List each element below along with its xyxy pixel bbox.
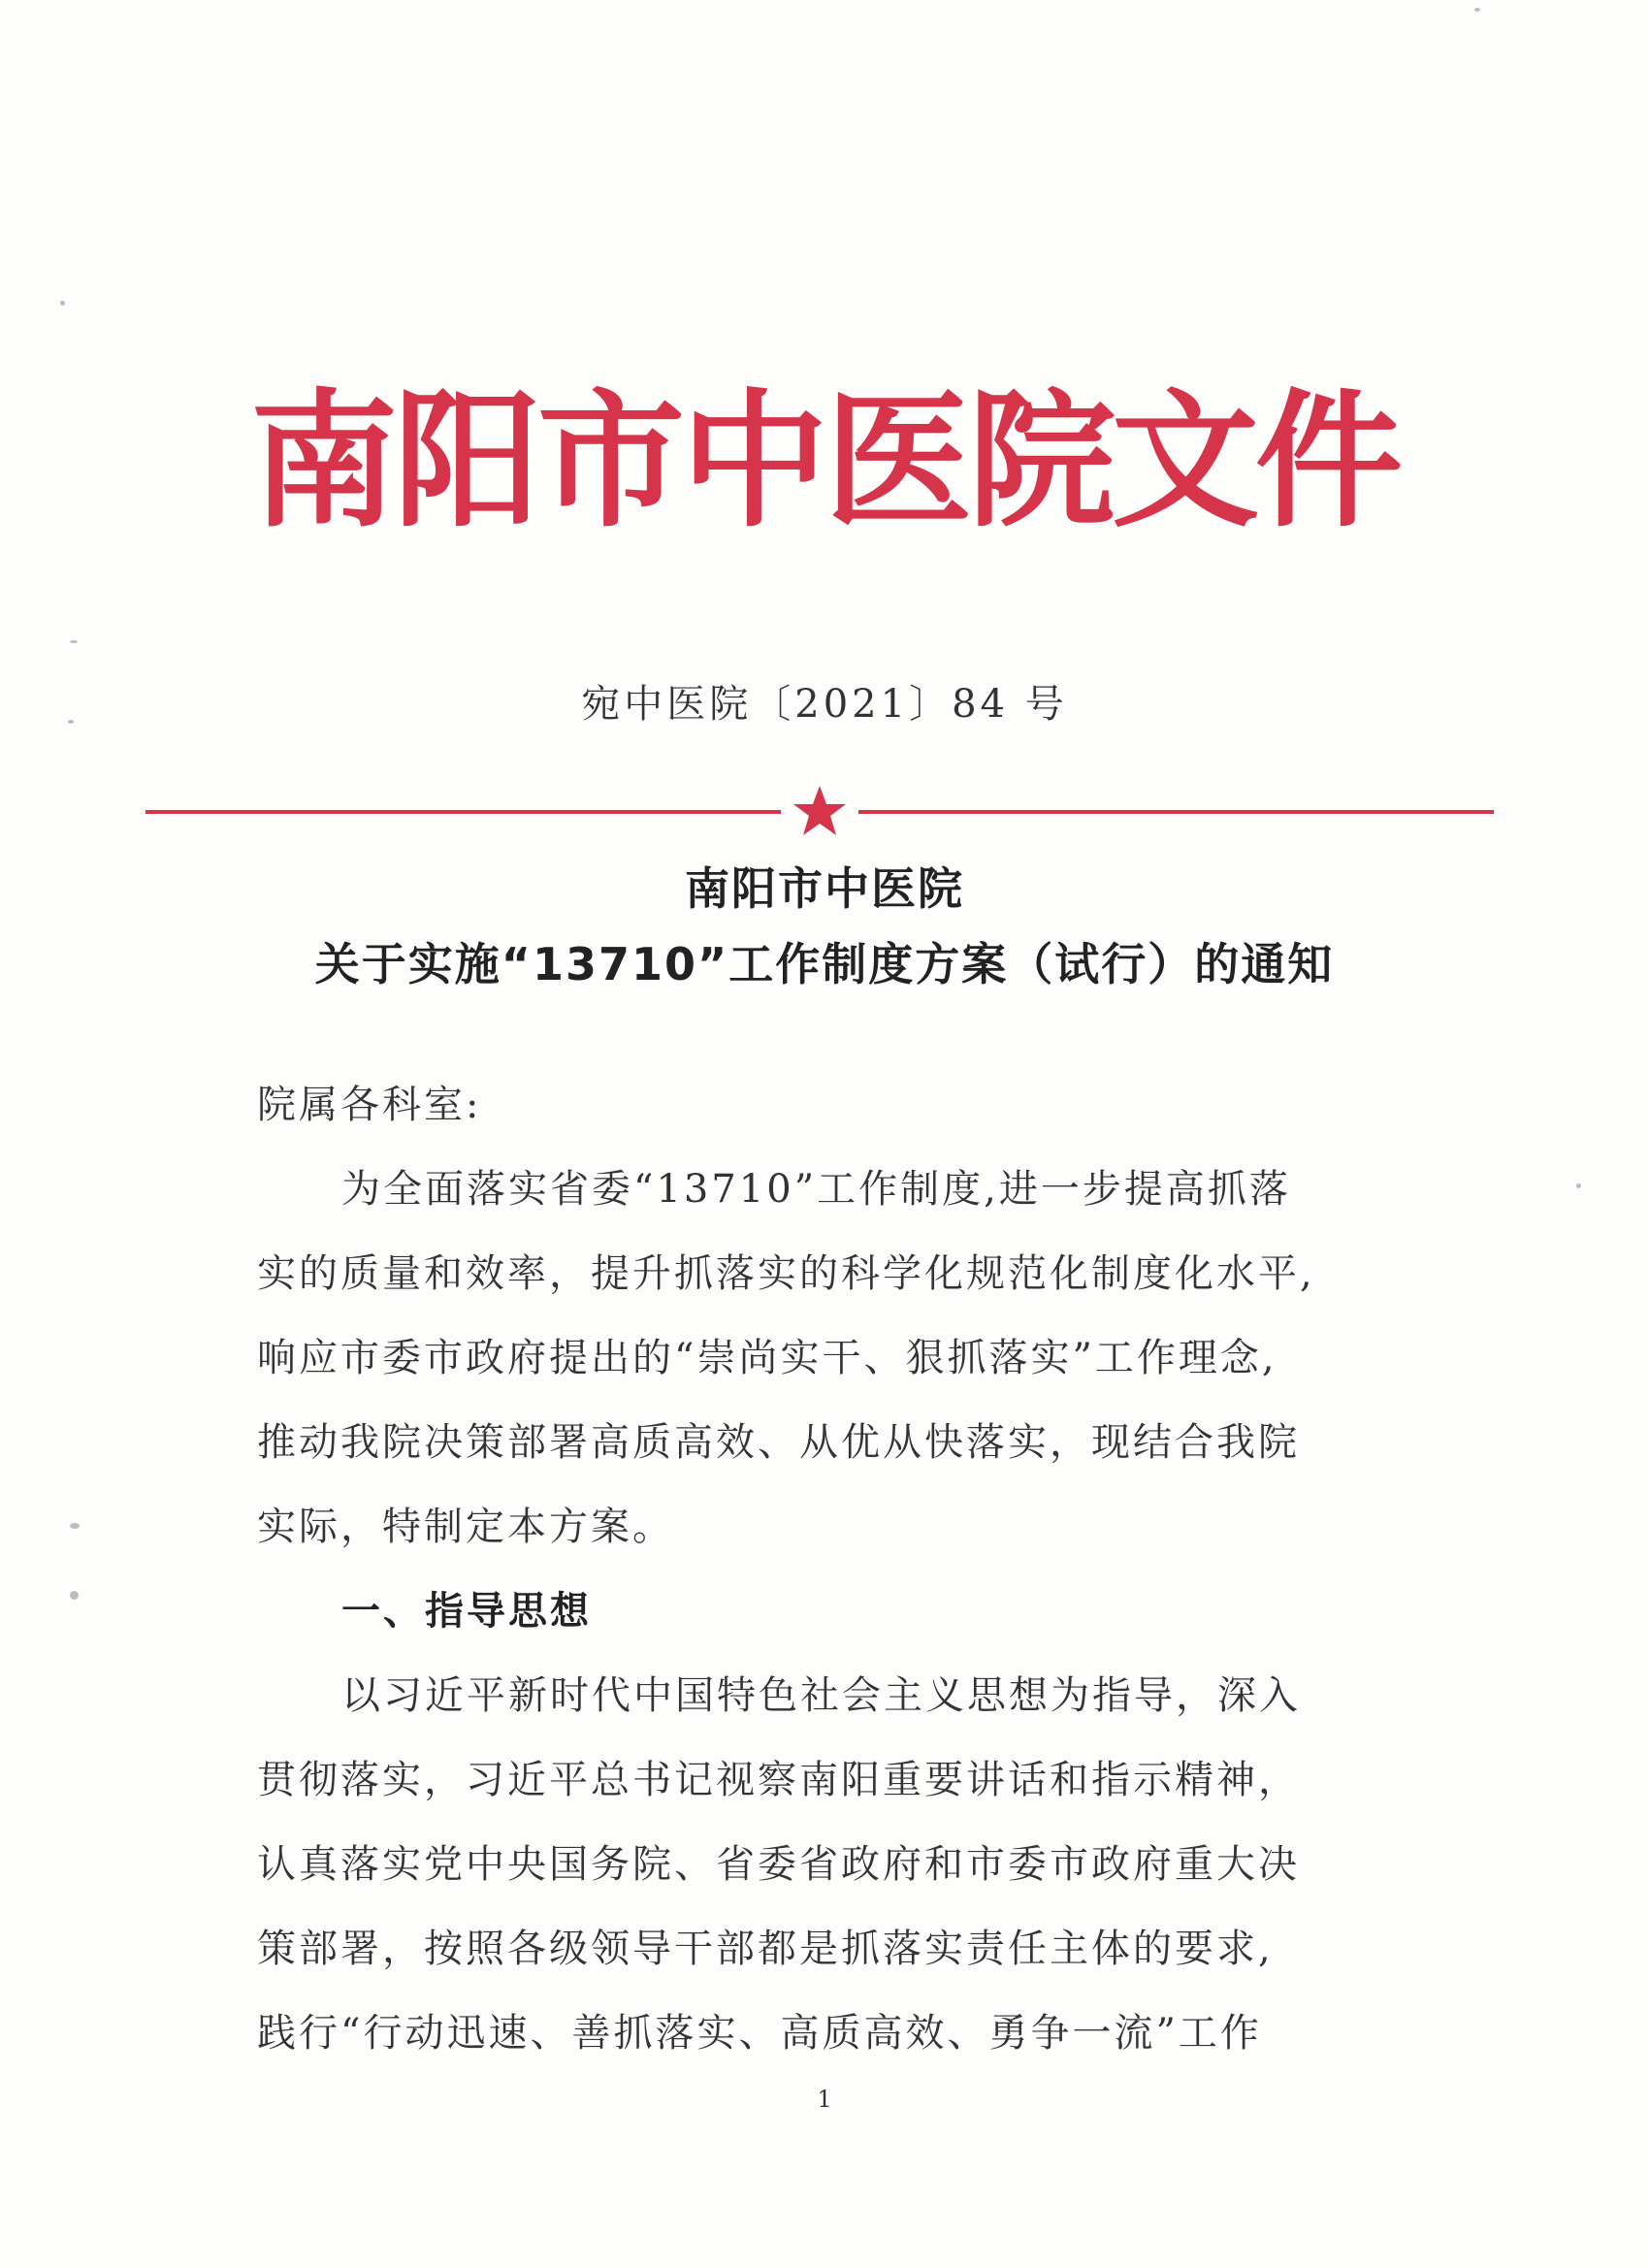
- document-number: 宛中医院〔2021〕84 号: [581, 682, 1068, 727]
- paragraph-line: 为全面落实省委“13710”工作制度,进一步提高抓落: [341, 1167, 1291, 1212]
- paragraph-line: 推动我院决策部署高质高效、从优从快落实，现结合我院: [257, 1420, 1300, 1465]
- salutation: 院属各科室:: [257, 1083, 482, 1127]
- red-divider: [146, 784, 1494, 838]
- paragraph-line: 认真落实党中央国务院、省委省政府和市委市政府重大决: [257, 1842, 1300, 1887]
- scan-speck: [1576, 1183, 1581, 1188]
- scan-speck: [70, 1523, 80, 1529]
- notice-title-line-2: 关于实施“13710”工作制度方案（试行）的通知: [314, 938, 1335, 990]
- scan-speck: [68, 720, 74, 724]
- paragraph-line: 策部署，按照各级领导干部都是抓落实责任主体的要求,: [257, 1927, 1274, 1971]
- scan-speck: [70, 1591, 79, 1600]
- paragraph-line: 贯彻落实，习近平总书记视察南阳重要讲话和指示精神，: [257, 1758, 1300, 1802]
- scan-speck: [70, 640, 78, 643]
- red-star-icon: [791, 784, 849, 838]
- paragraph-line: 实的质量和效率，提升抓落实的科学化规范化制度化水平,: [257, 1251, 1315, 1296]
- notice-title-line-1: 南阳市中医院: [685, 862, 964, 915]
- paragraph-line: 践行“行动迅速、善抓落实、高质高效、勇争一流”工作: [257, 2011, 1262, 2056]
- paragraph-line: 响应市委市政府提出的“崇尚实干、狠抓落实”工作理念,: [257, 1336, 1277, 1380]
- divider-line-right: [858, 810, 1494, 814]
- scan-speck: [1474, 8, 1480, 12]
- scan-speck: [60, 301, 65, 306]
- page-number: 1: [817, 2086, 832, 2113]
- divider-line-left: [146, 810, 781, 814]
- paragraph-line: 实际，特制定本方案。: [257, 1505, 674, 1549]
- masthead-title: 南阳市中医院文件: [250, 375, 1399, 547]
- section-heading-guiding-thought: 一、指导思想: [341, 1589, 592, 1634]
- paragraph-line: 以习近平新时代中国特色社会主义思想为指导，深入: [341, 1673, 1301, 1718]
